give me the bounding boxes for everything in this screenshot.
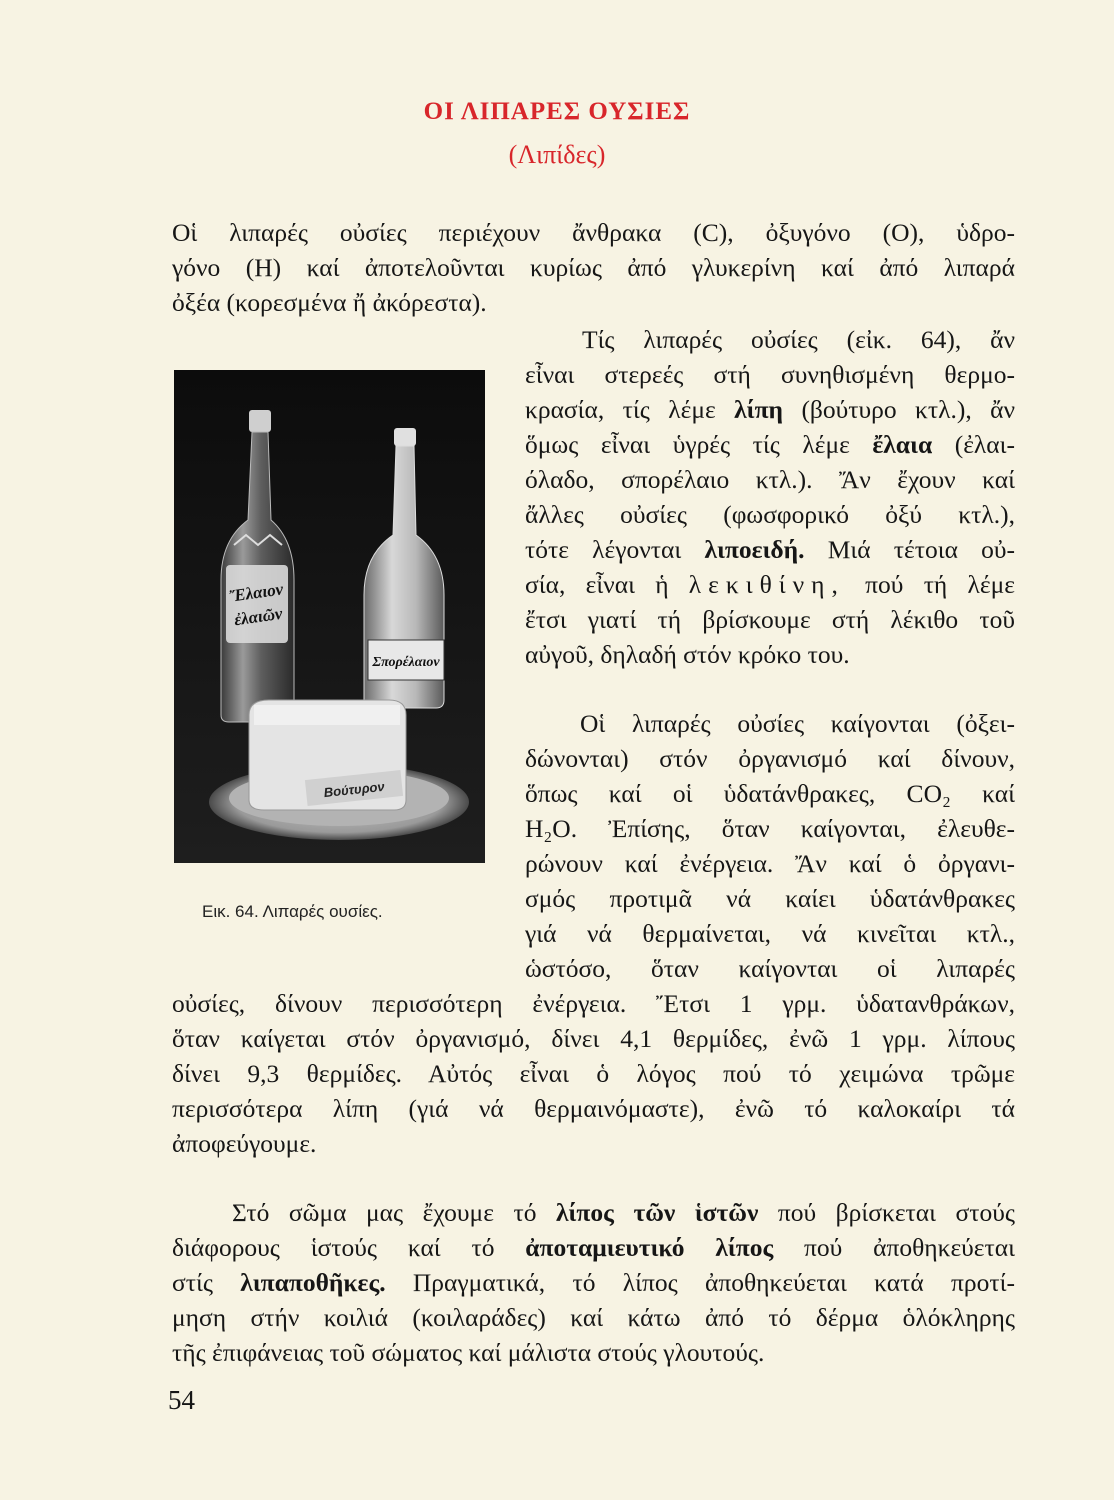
term-apotamieutiko: ἀποταμιευτικό λίπος: [525, 1233, 774, 1262]
para2-line-5: όλαδο, σπορέλαιο κτλ.). Ἄν ἔχουν καί: [525, 465, 1015, 494]
para2-line-9: ἔτσι γιατί τή βρίσκουμε στή λέκιθο τοῦ: [525, 605, 1015, 634]
para2-line-7: τότε λέγονται λιποειδή. Μιά τέτοια οὐ-: [525, 535, 1016, 564]
para3-line-3: ὅπως καί οἱ ὑδατάνθρακες, CO₂ καί: [525, 779, 1015, 808]
chapter-subtitle: (Λιπίδες): [508, 140, 606, 169]
para3-line-5: ρώνουν καί ἐνέργεια. Ἄν καί ὁ ὀργανι-: [525, 849, 1015, 878]
para2-line-1: Τίς λιπαρές οὐσίες (εἰκ. 64), ἄν: [582, 325, 1015, 354]
term-lipos-iston: λίπος τῶν ἱστῶν: [556, 1198, 759, 1227]
intro-line-3: ὀξέα (κορεσμένα ἤ ἀκόρεστα).: [172, 288, 487, 317]
para4-line-3: στίς λιπαποθῆκες. Πραγματικά, τό λίπος ἀποθηκεύεται κατά προτί-: [172, 1268, 1016, 1297]
intro-line-1: Οἱ λιπαρές οὐσίες περιέχουν ἄνθρακα (C), ὀξυγόνο (Ο), ὑδρο-: [172, 218, 1015, 247]
para3-line-6: σμός προτιμᾶ νά καίει ὑδατάνθρακες: [525, 884, 1015, 913]
figure-fats-photo: [174, 370, 485, 863]
para3-line-10: ὅταν καίγεται στόν ὀργανισμό, δίνει 4,1 θερμίδες, ἐνῶ 1 γρμ. λίπους: [172, 1024, 1015, 1053]
chapter-title: ΟΙ ΛΙΠΑΡΕΣ ΟΥΣΙΕΣ: [423, 98, 691, 125]
para3-line-1: Οἱ λιπαρές οὐσίες καίγονται (ὀξει-: [580, 709, 1015, 738]
olive-oil-label-2: ἐλαιῶν: [232, 603, 284, 630]
para2-line-8: σία, εἶναι ἡ λεκιθίνη, πού τή λέμε: [525, 570, 1015, 599]
figure-caption: Εικ. 64. Λιπαρές ουσίες.: [202, 902, 383, 921]
para3-line-12: περισσότερα λίπη (γιά νά θερμαινόμαστε), ἐνῶ τό καλοκαίρι τά: [172, 1094, 1015, 1123]
olive-oil-label-1: Ἔλαιον: [228, 579, 285, 606]
para3-line-7: γιά νά θερμαίνεται, νά κινεῖται κτλ.,: [525, 919, 1015, 948]
term-lipi: λίπη: [734, 395, 784, 424]
term-elaia: ἔλαια: [872, 430, 933, 459]
para3-line-11: δίνει 9,3 θερμίδες. Αὐτός εἶναι ὁ λόγος πού τό χειμώνα τρῶμε: [172, 1059, 1015, 1088]
para2-line-6: ἄλλες οὐσίες (φωσφορικό ὀξύ κτλ.),: [525, 500, 1015, 529]
para4-line-4: μηση στήν κοιλιά (κοιλαράδες) καί κάτω ἀπό τό δέρμα ὁλόκληρης: [172, 1303, 1015, 1332]
para3-line-4: H₂O. Ἐπίσης, ὅταν καίγονται, ἐλευθε-: [525, 814, 1015, 843]
para4-line-2: διάφορους ἱστούς καί τό ἀποταμιευτικό λίπος πού ἀποθηκεύεται: [172, 1233, 1015, 1262]
para2-line-3: κρασία, τίς λέμε λίπη (βούτυρο κτλ.), ἄν: [525, 395, 1016, 424]
butter-label: Βούτυρον: [323, 778, 386, 801]
para3-line-9: οὐσίες, δίνουν περισσότερη ἐνέργεια. Ἔτσι 1 γρμ. ὑδατανθράκων,: [172, 989, 1015, 1018]
intro-line-2: γόνο (Η) καί ἀποτελοῦνται κυρίως ἀπό γλυκερίνη καί ἀπό λιπαρά: [172, 253, 1015, 282]
para3-line-2: δώνονται) στόν ὀργανισμό καί δίνουν,: [525, 744, 1015, 773]
page-number: 54: [168, 1385, 195, 1415]
para2-line-10: αὐγοῦ, δηλαδή στόν κρόκο του.: [525, 640, 850, 669]
para3-line-8: ὡστόσο, ὅταν καίγονται οἱ λιπαρές: [525, 954, 1015, 983]
para2-line-2: εἶναι στερεές στή συνηθισμένη θερμο-: [525, 360, 1015, 389]
para3-line-13: ἀποφεύγουμε.: [172, 1129, 317, 1158]
term-lipapothikes: λιπαποθῆκες.: [240, 1268, 386, 1297]
para4-line-5: τῆς ἐπιφάνειας τοῦ σώματος καί μάλιστα στούς γλουτούς.: [172, 1338, 765, 1367]
term-lipoeidi: λιποειδή.: [704, 535, 805, 564]
figure-illustration: [174, 370, 485, 863]
para4-line-1: Στό σῶμα μας ἔχουμε τό λίπος τῶν ἱστῶν πού βρίσκεται στούς: [232, 1198, 1016, 1227]
seed-oil-label: Σπορέλαιον: [372, 655, 440, 670]
para2-line-4: ὅμως εἶναι ὑγρές τίς λέμε ἔλαια (ἐλαι-: [525, 430, 1016, 459]
term-lekithini: λεκιθίνη,: [688, 570, 845, 599]
